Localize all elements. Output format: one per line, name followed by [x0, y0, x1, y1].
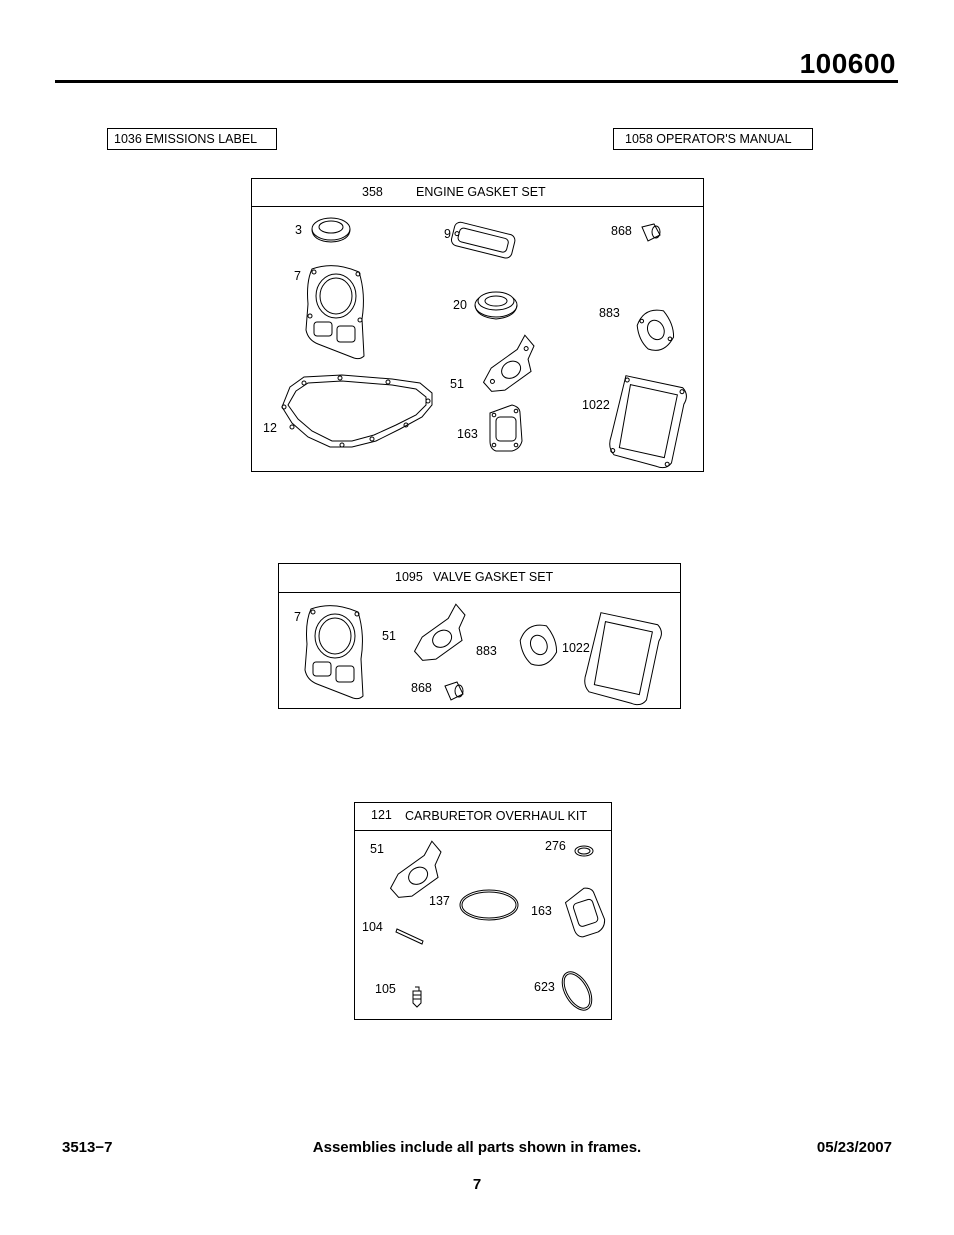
ring-623-drawing [556, 967, 598, 1015]
callout-51: 51 [382, 629, 396, 643]
valve-gasket-set-title: VALVE GASKET SET [433, 570, 554, 584]
callout-7: 7 [294, 610, 301, 624]
valve-gasket-set-number: 1095 [395, 570, 423, 584]
callout-7: 7 [294, 269, 301, 283]
emissions-label-box: 1036 EMISSIONS LABEL [107, 128, 277, 150]
callout-163: 163 [457, 427, 478, 441]
model-number: 100600 [799, 48, 896, 79]
ring-276-drawing [575, 846, 593, 856]
needle-105-drawing [413, 987, 421, 1007]
callout-51: 51 [370, 842, 384, 856]
gasket-51-drawing [474, 334, 546, 397]
engine-gasket-set-title: ENGINE GASKET SET [416, 185, 546, 199]
cap-868-drawing [445, 682, 463, 700]
carburetor-kit-frame [354, 802, 612, 1020]
callout-1022: 1022 [582, 398, 610, 412]
header-rule [55, 80, 898, 83]
head-gasket-7-drawing [305, 606, 363, 699]
o-ring-137-drawing [460, 890, 518, 920]
callout-883: 883 [476, 644, 497, 658]
callout-12: 12 [263, 421, 277, 435]
callout-137: 137 [429, 894, 450, 908]
callout-623: 623 [534, 980, 555, 994]
callout-163: 163 [531, 904, 552, 918]
callout-276: 276 [545, 839, 566, 853]
gasket-883-drawing [515, 620, 563, 670]
callout-868: 868 [411, 681, 432, 695]
gasket-883-drawing [632, 305, 680, 355]
gasket-9-drawing [450, 221, 516, 259]
callout-9: 9 [444, 227, 451, 241]
carburetor-kit-number: 121 [371, 808, 392, 822]
carburetor-kit-title: CARBURETOR OVERHAUL KIT [405, 809, 587, 823]
cap-868-drawing [642, 224, 660, 241]
gasket-1022-drawing [582, 612, 663, 707]
operators-manual-box: 1058 OPERATOR'S MANUAL [613, 128, 813, 150]
crankcase-gasket-12-drawing [282, 375, 432, 447]
callout-51: 51 [450, 377, 464, 391]
gasket-163-drawing [563, 885, 608, 939]
gasket-51-drawing [405, 603, 477, 666]
callout-868: 868 [611, 224, 632, 238]
callout-883: 883 [599, 306, 620, 320]
footer-doc-code: 3513−7 [62, 1139, 113, 1156]
callout-3: 3 [295, 223, 302, 237]
callout-1022: 1022 [562, 641, 590, 655]
gasket-1022-drawing [607, 375, 688, 470]
engine-gasket-set-illustration [252, 179, 705, 473]
head-gasket-7-drawing [306, 266, 364, 359]
callout-104: 104 [362, 920, 383, 934]
callout-105: 105 [375, 982, 396, 996]
page-number: 7 [472, 1176, 482, 1193]
valve-gasket-set-frame [278, 563, 681, 709]
engine-gasket-set-frame [251, 178, 704, 472]
engine-gasket-set-number: 358 [362, 185, 383, 199]
footer-note: Assemblies include all parts shown in frames. [312, 1139, 642, 1156]
seal-3-drawing [312, 218, 350, 242]
footer-date: 05/23/2007 [816, 1139, 892, 1156]
gasket-163-drawing [490, 405, 522, 451]
valve-gasket-set-illustration [279, 564, 682, 710]
oil-seal-20-drawing [475, 292, 517, 319]
callout-20: 20 [453, 298, 467, 312]
pin-104-drawing [396, 929, 423, 944]
